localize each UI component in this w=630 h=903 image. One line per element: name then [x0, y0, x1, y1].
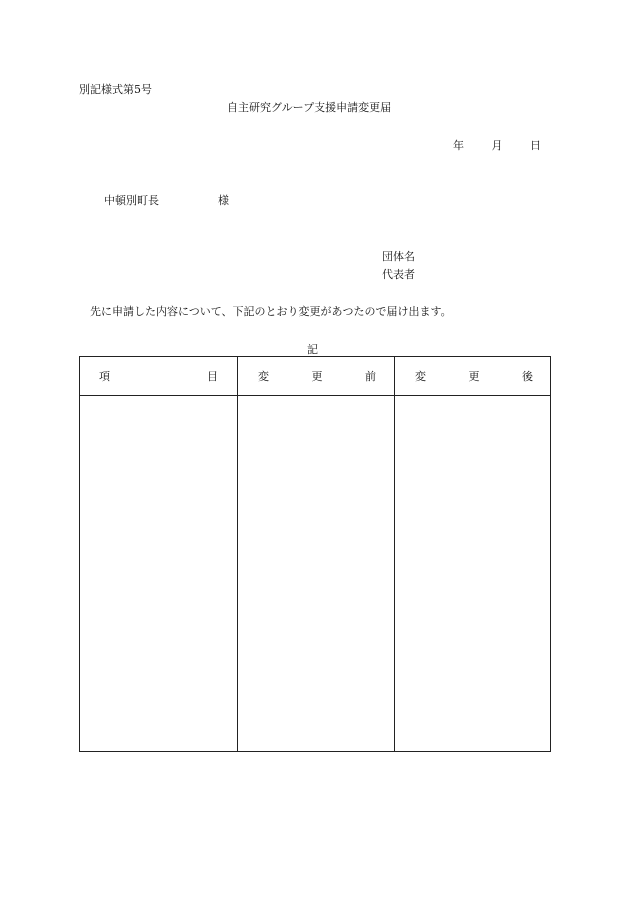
- column-divider: [394, 357, 395, 751]
- statement-text: 先に申請した内容について、下記のとおり変更があつたので届け出ます。: [90, 305, 452, 318]
- ki-label: 記: [307, 343, 318, 356]
- header-after-change: [415, 371, 533, 382]
- date-line: [453, 140, 541, 151]
- document-title: 自主研究グループ支援申請変更届: [227, 101, 392, 114]
- header-item: [99, 371, 218, 382]
- header-char: 更: [311, 370, 323, 383]
- organization-name-label: 団体名: [382, 250, 415, 263]
- date-day-label: 日: [530, 139, 541, 152]
- header-char: 更: [468, 370, 480, 383]
- header-char: 変: [415, 370, 426, 383]
- representative-label: 代表者: [382, 268, 415, 281]
- addressee-suffix: 様: [218, 194, 229, 207]
- header-before-change: [258, 371, 376, 382]
- header-char: 目: [207, 370, 218, 383]
- column-divider: [237, 357, 238, 751]
- date-year-label: 年: [453, 139, 464, 152]
- header-char: 後: [522, 370, 533, 383]
- form-number: 別記様式第5号: [79, 83, 152, 96]
- date-month-label: 月: [491, 139, 503, 152]
- header-char: 項: [99, 370, 110, 383]
- header-char: 変: [258, 370, 269, 383]
- change-table: [79, 356, 551, 752]
- header-char: 前: [365, 370, 376, 383]
- addressee-name: 中頓別町長: [104, 194, 159, 207]
- header-divider: [80, 395, 550, 396]
